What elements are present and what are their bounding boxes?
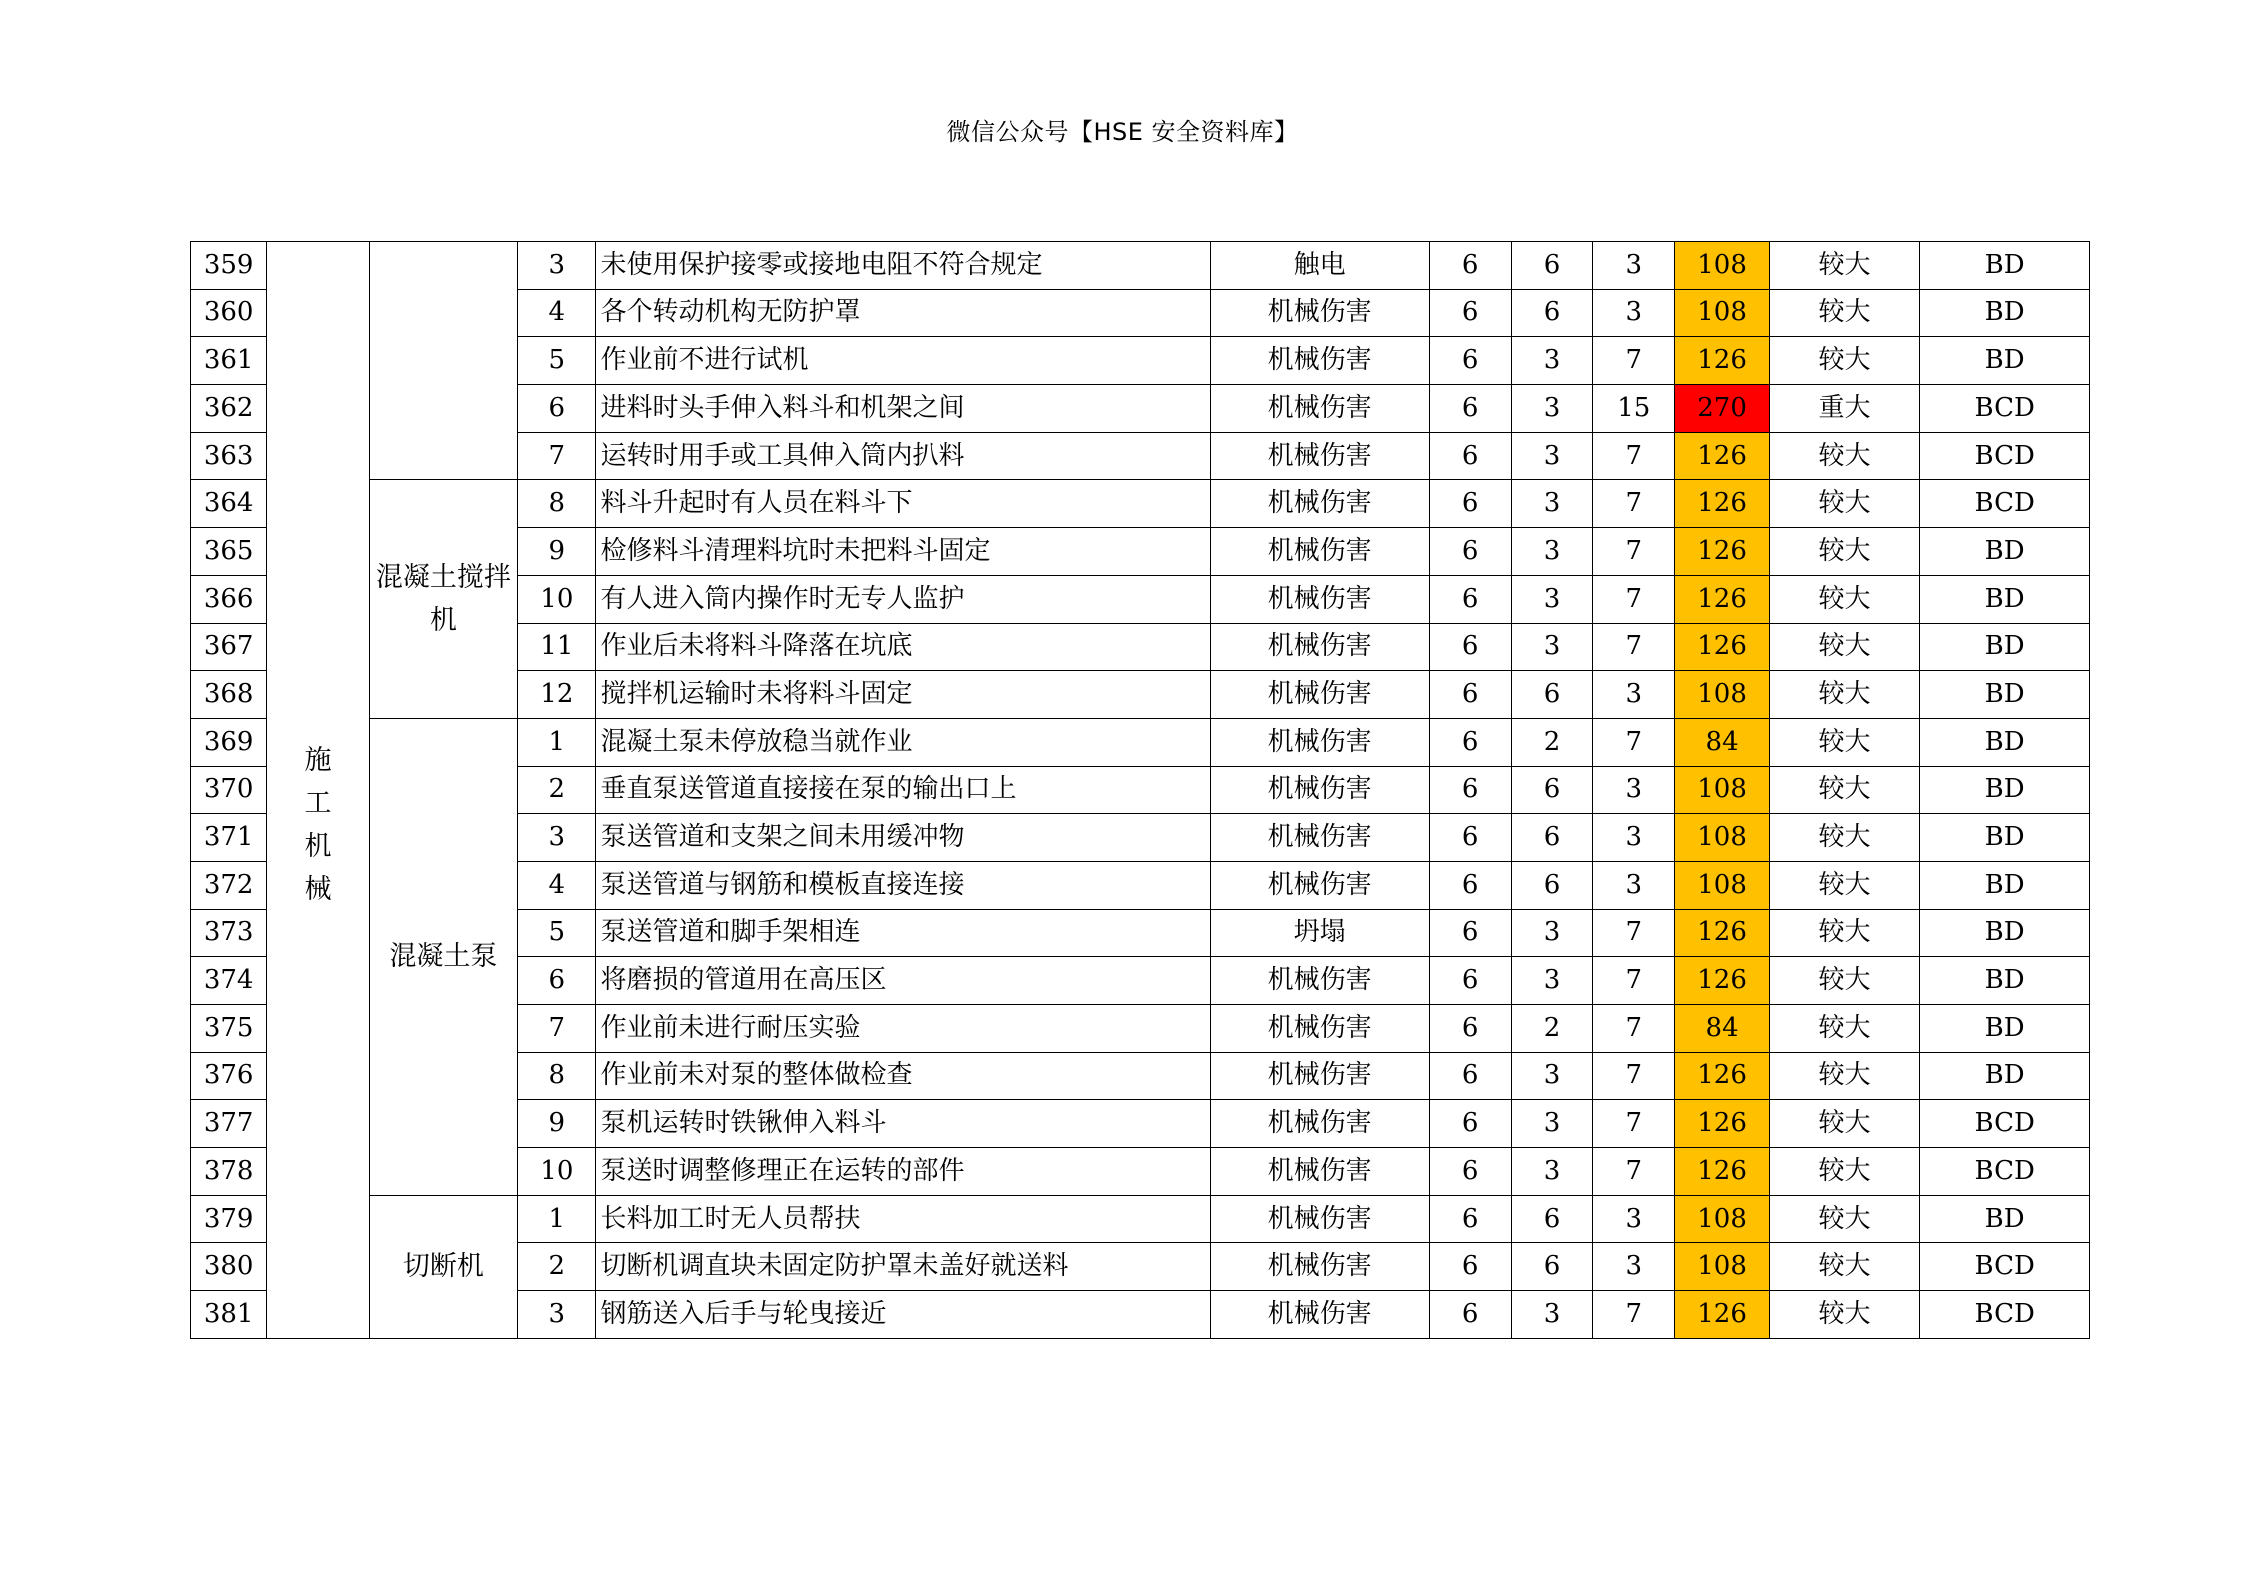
risk-level-cell: 较大	[1769, 337, 1920, 385]
hazard-description-cell: 泵送管道与钢筋和模板直接连接	[596, 861, 1210, 909]
sub-number-cell: 8	[518, 1052, 596, 1100]
exposure-cell: 3	[1511, 1052, 1592, 1100]
hazard-description-cell: 将磨损的管道用在高压区	[596, 957, 1210, 1005]
accident-type-cell: 机械伤害	[1210, 480, 1429, 528]
risk-score-cell: 108	[1675, 242, 1769, 290]
likelihood-cell: 6	[1429, 671, 1511, 719]
exposure-cell: 3	[1511, 480, 1592, 528]
risk-score-cell: 126	[1675, 623, 1769, 671]
hazard-description-cell: 泵送时调整修理正在运转的部件	[596, 1148, 1210, 1196]
exposure-cell: 6	[1511, 1195, 1592, 1243]
consequence-cell: 3	[1593, 814, 1675, 862]
risk-score-cell: 108	[1675, 289, 1769, 337]
hazard-description-cell: 各个转动机构无防护罩	[596, 289, 1210, 337]
consequence-cell: 7	[1593, 718, 1675, 766]
sub-number-cell: 3	[518, 1291, 596, 1339]
control-measure-cell: BD	[1920, 814, 2090, 862]
risk-level-cell: 较大	[1769, 957, 1920, 1005]
risk-score-cell: 108	[1675, 766, 1769, 814]
hazard-description-cell: 作业前不进行试机	[596, 337, 1210, 385]
equipment-cell	[369, 242, 518, 480]
risk-level-cell: 较大	[1769, 1052, 1920, 1100]
sub-number-cell: 2	[518, 1243, 596, 1291]
likelihood-cell: 6	[1429, 337, 1511, 385]
consequence-cell: 7	[1593, 1052, 1675, 1100]
likelihood-cell: 6	[1429, 909, 1511, 957]
risk-score-cell: 108	[1675, 1243, 1769, 1291]
consequence-cell: 7	[1593, 337, 1675, 385]
sub-number-cell: 5	[518, 337, 596, 385]
likelihood-cell: 6	[1429, 289, 1511, 337]
row-number-cell: 370	[191, 766, 267, 814]
sub-number-cell: 1	[518, 1195, 596, 1243]
table-body	[191, 242, 2090, 1339]
exposure-cell: 2	[1511, 1005, 1592, 1053]
likelihood-cell: 6	[1429, 861, 1511, 909]
row-number-cell: 365	[191, 528, 267, 576]
risk-score-cell: 126	[1675, 1100, 1769, 1148]
row-number-cell: 366	[191, 575, 267, 623]
row-number-cell: 379	[191, 1195, 267, 1243]
row-number-cell: 369	[191, 718, 267, 766]
risk-score-cell: 126	[1675, 337, 1769, 385]
accident-type-cell: 坍塌	[1210, 909, 1429, 957]
consequence-cell: 7	[1593, 957, 1675, 1005]
likelihood-cell: 6	[1429, 528, 1511, 576]
sub-number-cell: 6	[518, 385, 596, 433]
category-cell	[267, 242, 369, 1339]
control-measure-cell: BCD	[1920, 480, 2090, 528]
row-number-cell: 378	[191, 1148, 267, 1196]
consequence-cell: 7	[1593, 480, 1675, 528]
control-measure-cell: BCD	[1920, 1243, 2090, 1291]
accident-type-cell: 机械伤害	[1210, 718, 1429, 766]
consequence-cell: 7	[1593, 1100, 1675, 1148]
consequence-cell: 7	[1593, 432, 1675, 480]
likelihood-cell: 6	[1429, 385, 1511, 433]
risk-level-cell: 较大	[1769, 528, 1920, 576]
row-number-cell: 377	[191, 1100, 267, 1148]
accident-type-cell: 机械伤害	[1210, 623, 1429, 671]
risk-level-cell: 较大	[1769, 1243, 1920, 1291]
row-number-cell: 361	[191, 337, 267, 385]
page-header-title: 微信公众号【HSE 安全资料库】	[946, 118, 1299, 146]
row-number-cell: 375	[191, 1005, 267, 1053]
risk-score-cell: 270	[1675, 385, 1769, 433]
risk-score-cell: 126	[1675, 1052, 1769, 1100]
accident-type-cell: 机械伤害	[1210, 671, 1429, 719]
risk-score-cell: 84	[1675, 718, 1769, 766]
accident-type-cell: 机械伤害	[1210, 575, 1429, 623]
sub-number-cell: 3	[518, 242, 596, 290]
accident-type-cell: 机械伤害	[1210, 957, 1429, 1005]
control-measure-cell: BD	[1920, 671, 2090, 719]
consequence-cell: 3	[1593, 766, 1675, 814]
consequence-cell: 15	[1593, 385, 1675, 433]
likelihood-cell: 6	[1429, 957, 1511, 1005]
accident-type-cell: 机械伤害	[1210, 861, 1429, 909]
control-measure-cell: BCD	[1920, 432, 2090, 480]
risk-level-cell: 较大	[1769, 1291, 1920, 1339]
risk-level-cell: 较大	[1769, 1148, 1920, 1196]
risk-level-cell: 较大	[1769, 242, 1920, 290]
hazard-description-cell: 作业前未进行耐压实验	[596, 1005, 1210, 1053]
accident-type-cell: 机械伤害	[1210, 385, 1429, 433]
hazard-description-cell: 未使用保护接零或接地电阻不符合规定	[596, 242, 1210, 290]
accident-type-cell: 机械伤害	[1210, 1148, 1429, 1196]
category-label: 施工机械	[304, 744, 332, 905]
hazard-description-cell: 垂直泵送管道直接接在泵的输出口上	[596, 766, 1210, 814]
control-measure-cell: BD	[1920, 623, 2090, 671]
control-measure-cell: BCD	[1920, 385, 2090, 433]
consequence-cell: 3	[1593, 861, 1675, 909]
control-measure-cell: BD	[1920, 766, 2090, 814]
exposure-cell: 3	[1511, 1291, 1592, 1339]
exposure-cell: 6	[1511, 861, 1592, 909]
exposure-cell: 3	[1511, 432, 1592, 480]
likelihood-cell: 6	[1429, 432, 1511, 480]
hazard-description-cell: 切断机调直块未固定防护罩未盖好就送料	[596, 1243, 1210, 1291]
hazard-description-cell: 检修料斗清理料坑时未把料斗固定	[596, 528, 1210, 576]
likelihood-cell: 6	[1429, 242, 1511, 290]
exposure-cell: 3	[1511, 575, 1592, 623]
control-measure-cell: BD	[1920, 528, 2090, 576]
sub-number-cell: 9	[518, 1100, 596, 1148]
risk-level-cell: 较大	[1769, 1100, 1920, 1148]
risk-score-cell: 126	[1675, 1148, 1769, 1196]
exposure-cell: 6	[1511, 242, 1592, 290]
accident-type-cell: 机械伤害	[1210, 528, 1429, 576]
risk-level-cell: 较大	[1769, 1005, 1920, 1053]
consequence-cell: 7	[1593, 575, 1675, 623]
risk-score-cell: 108	[1675, 671, 1769, 719]
sub-number-cell: 6	[518, 957, 596, 1005]
sub-number-cell: 8	[518, 480, 596, 528]
accident-type-cell: 机械伤害	[1210, 1195, 1429, 1243]
sub-number-cell: 1	[518, 718, 596, 766]
hazard-description-cell: 泵机运转时铁锹伸入料斗	[596, 1100, 1210, 1148]
hazard-description-cell: 钢筋送入后手与轮曳接近	[596, 1291, 1210, 1339]
exposure-cell: 6	[1511, 814, 1592, 862]
risk-level-cell: 较大	[1769, 766, 1920, 814]
risk-level-cell: 较大	[1769, 861, 1920, 909]
accident-type-cell: 机械伤害	[1210, 1291, 1429, 1339]
hazard-description-cell: 泵送管道和支架之间未用缓冲物	[596, 814, 1210, 862]
accident-type-cell: 机械伤害	[1210, 432, 1429, 480]
sub-number-cell: 4	[518, 289, 596, 337]
exposure-cell: 3	[1511, 957, 1592, 1005]
table-row	[191, 718, 2090, 766]
row-number-cell: 360	[191, 289, 267, 337]
accident-type-cell: 机械伤害	[1210, 814, 1429, 862]
control-measure-cell: BD	[1920, 861, 2090, 909]
accident-type-cell: 机械伤害	[1210, 766, 1429, 814]
consequence-cell: 7	[1593, 1148, 1675, 1196]
accident-type-cell: 机械伤害	[1210, 337, 1429, 385]
consequence-cell: 7	[1593, 1005, 1675, 1053]
sub-number-cell: 10	[518, 1148, 596, 1196]
hazard-description-cell: 作业后未将料斗降落在坑底	[596, 623, 1210, 671]
row-number-cell: 373	[191, 909, 267, 957]
likelihood-cell: 6	[1429, 1005, 1511, 1053]
risk-score-cell: 126	[1675, 528, 1769, 576]
control-measure-cell: BD	[1920, 289, 2090, 337]
risk-score-cell: 84	[1675, 1005, 1769, 1053]
risk-level-cell: 较大	[1769, 289, 1920, 337]
exposure-cell: 6	[1511, 671, 1592, 719]
risk-score-cell: 126	[1675, 957, 1769, 1005]
exposure-cell: 3	[1511, 1100, 1592, 1148]
likelihood-cell: 6	[1429, 1100, 1511, 1148]
exposure-cell: 6	[1511, 289, 1592, 337]
accident-type-cell: 机械伤害	[1210, 1100, 1429, 1148]
consequence-cell: 7	[1593, 623, 1675, 671]
hazard-description-cell: 有人进入筒内操作时无专人监护	[596, 575, 1210, 623]
risk-level-cell: 较大	[1769, 575, 1920, 623]
control-measure-cell: BD	[1920, 242, 2090, 290]
row-number-cell: 363	[191, 432, 267, 480]
risk-score-cell: 126	[1675, 480, 1769, 528]
control-measure-cell: BD	[1920, 1052, 2090, 1100]
row-number-cell: 380	[191, 1243, 267, 1291]
hazard-description-cell: 混凝土泵未停放稳当就作业	[596, 718, 1210, 766]
risk-score-cell: 108	[1675, 1195, 1769, 1243]
control-measure-cell: BD	[1920, 718, 2090, 766]
control-measure-cell: BCD	[1920, 1100, 2090, 1148]
accident-type-cell: 机械伤害	[1210, 1243, 1429, 1291]
risk-level-cell: 重大	[1769, 385, 1920, 433]
row-number-cell: 381	[191, 1291, 267, 1339]
control-measure-cell: BD	[1920, 1005, 2090, 1053]
hazard-description-cell: 运转时用手或工具伸入筒内扒料	[596, 432, 1210, 480]
likelihood-cell: 6	[1429, 575, 1511, 623]
control-measure-cell: BD	[1920, 957, 2090, 1005]
sub-number-cell: 7	[518, 432, 596, 480]
likelihood-cell: 6	[1429, 766, 1511, 814]
hazard-description-cell: 长料加工时无人员帮扶	[596, 1195, 1210, 1243]
row-number-cell: 362	[191, 385, 267, 433]
sub-number-cell: 11	[518, 623, 596, 671]
table-row	[191, 480, 2090, 528]
equipment-cell: 切断机	[369, 1195, 518, 1338]
control-measure-cell: BCD	[1920, 1148, 2090, 1196]
exposure-cell: 3	[1511, 909, 1592, 957]
consequence-cell: 3	[1593, 1243, 1675, 1291]
sub-number-cell: 2	[518, 766, 596, 814]
control-measure-cell: BD	[1920, 337, 2090, 385]
risk-assessment-table	[190, 241, 2090, 1339]
exposure-cell: 6	[1511, 1243, 1592, 1291]
consequence-cell: 3	[1593, 242, 1675, 290]
consequence-cell: 7	[1593, 1291, 1675, 1339]
consequence-cell: 7	[1593, 528, 1675, 576]
control-measure-cell: BD	[1920, 575, 2090, 623]
exposure-cell: 2	[1511, 718, 1592, 766]
likelihood-cell: 6	[1429, 814, 1511, 862]
hazard-description-cell: 搅拌机运输时未将料斗固定	[596, 671, 1210, 719]
risk-score-cell: 126	[1675, 575, 1769, 623]
likelihood-cell: 6	[1429, 718, 1511, 766]
risk-level-cell: 较大	[1769, 671, 1920, 719]
risk-score-cell: 108	[1675, 814, 1769, 862]
exposure-cell: 3	[1511, 337, 1592, 385]
likelihood-cell: 6	[1429, 623, 1511, 671]
exposure-cell: 3	[1511, 385, 1592, 433]
sub-number-cell: 3	[518, 814, 596, 862]
control-measure-cell: BCD	[1920, 1291, 2090, 1339]
likelihood-cell: 6	[1429, 480, 1511, 528]
row-number-cell: 374	[191, 957, 267, 1005]
risk-level-cell: 较大	[1769, 1195, 1920, 1243]
likelihood-cell: 6	[1429, 1148, 1511, 1196]
row-number-cell: 376	[191, 1052, 267, 1100]
consequence-cell: 3	[1593, 289, 1675, 337]
hazard-description-cell: 泵送管道和脚手架相连	[596, 909, 1210, 957]
consequence-cell: 7	[1593, 909, 1675, 957]
risk-level-cell: 较大	[1769, 909, 1920, 957]
row-number-cell: 367	[191, 623, 267, 671]
exposure-cell: 3	[1511, 528, 1592, 576]
accident-type-cell: 触电	[1210, 242, 1429, 290]
risk-level-cell: 较大	[1769, 432, 1920, 480]
likelihood-cell: 6	[1429, 1052, 1511, 1100]
sub-number-cell: 12	[518, 671, 596, 719]
sub-number-cell: 5	[518, 909, 596, 957]
table-row	[191, 242, 2090, 290]
equipment-cell: 混凝土搅拌机	[369, 480, 518, 718]
sub-number-cell: 7	[518, 1005, 596, 1053]
exposure-cell: 3	[1511, 623, 1592, 671]
row-number-cell: 364	[191, 480, 267, 528]
risk-score-cell: 108	[1675, 861, 1769, 909]
risk-level-cell: 较大	[1769, 623, 1920, 671]
consequence-cell: 3	[1593, 1195, 1675, 1243]
likelihood-cell: 6	[1429, 1291, 1511, 1339]
sub-number-cell: 9	[518, 528, 596, 576]
sub-number-cell: 4	[518, 861, 596, 909]
accident-type-cell: 机械伤害	[1210, 1052, 1429, 1100]
accident-type-cell: 机械伤害	[1210, 289, 1429, 337]
row-number-cell: 359	[191, 242, 267, 290]
risk-level-cell: 较大	[1769, 480, 1920, 528]
row-number-cell: 368	[191, 671, 267, 719]
risk-level-cell: 较大	[1769, 814, 1920, 862]
exposure-cell: 6	[1511, 766, 1592, 814]
equipment-cell: 混凝土泵	[369, 718, 518, 1195]
hazard-description-cell: 料斗升起时有人员在料斗下	[596, 480, 1210, 528]
hazard-description-cell: 进料时头手伸入料斗和机架之间	[596, 385, 1210, 433]
exposure-cell: 3	[1511, 1148, 1592, 1196]
risk-score-cell: 126	[1675, 909, 1769, 957]
likelihood-cell: 6	[1429, 1195, 1511, 1243]
sub-number-cell: 10	[518, 575, 596, 623]
hazard-description-cell: 作业前未对泵的整体做检查	[596, 1052, 1210, 1100]
likelihood-cell: 6	[1429, 1243, 1511, 1291]
row-number-cell: 372	[191, 861, 267, 909]
accident-type-cell: 机械伤害	[1210, 1005, 1429, 1053]
risk-score-cell: 126	[1675, 1291, 1769, 1339]
row-number-cell: 371	[191, 814, 267, 862]
risk-score-cell: 126	[1675, 432, 1769, 480]
consequence-cell: 3	[1593, 671, 1675, 719]
control-measure-cell: BD	[1920, 1195, 2090, 1243]
control-measure-cell: BD	[1920, 909, 2090, 957]
table-row	[191, 1195, 2090, 1243]
risk-level-cell: 较大	[1769, 718, 1920, 766]
